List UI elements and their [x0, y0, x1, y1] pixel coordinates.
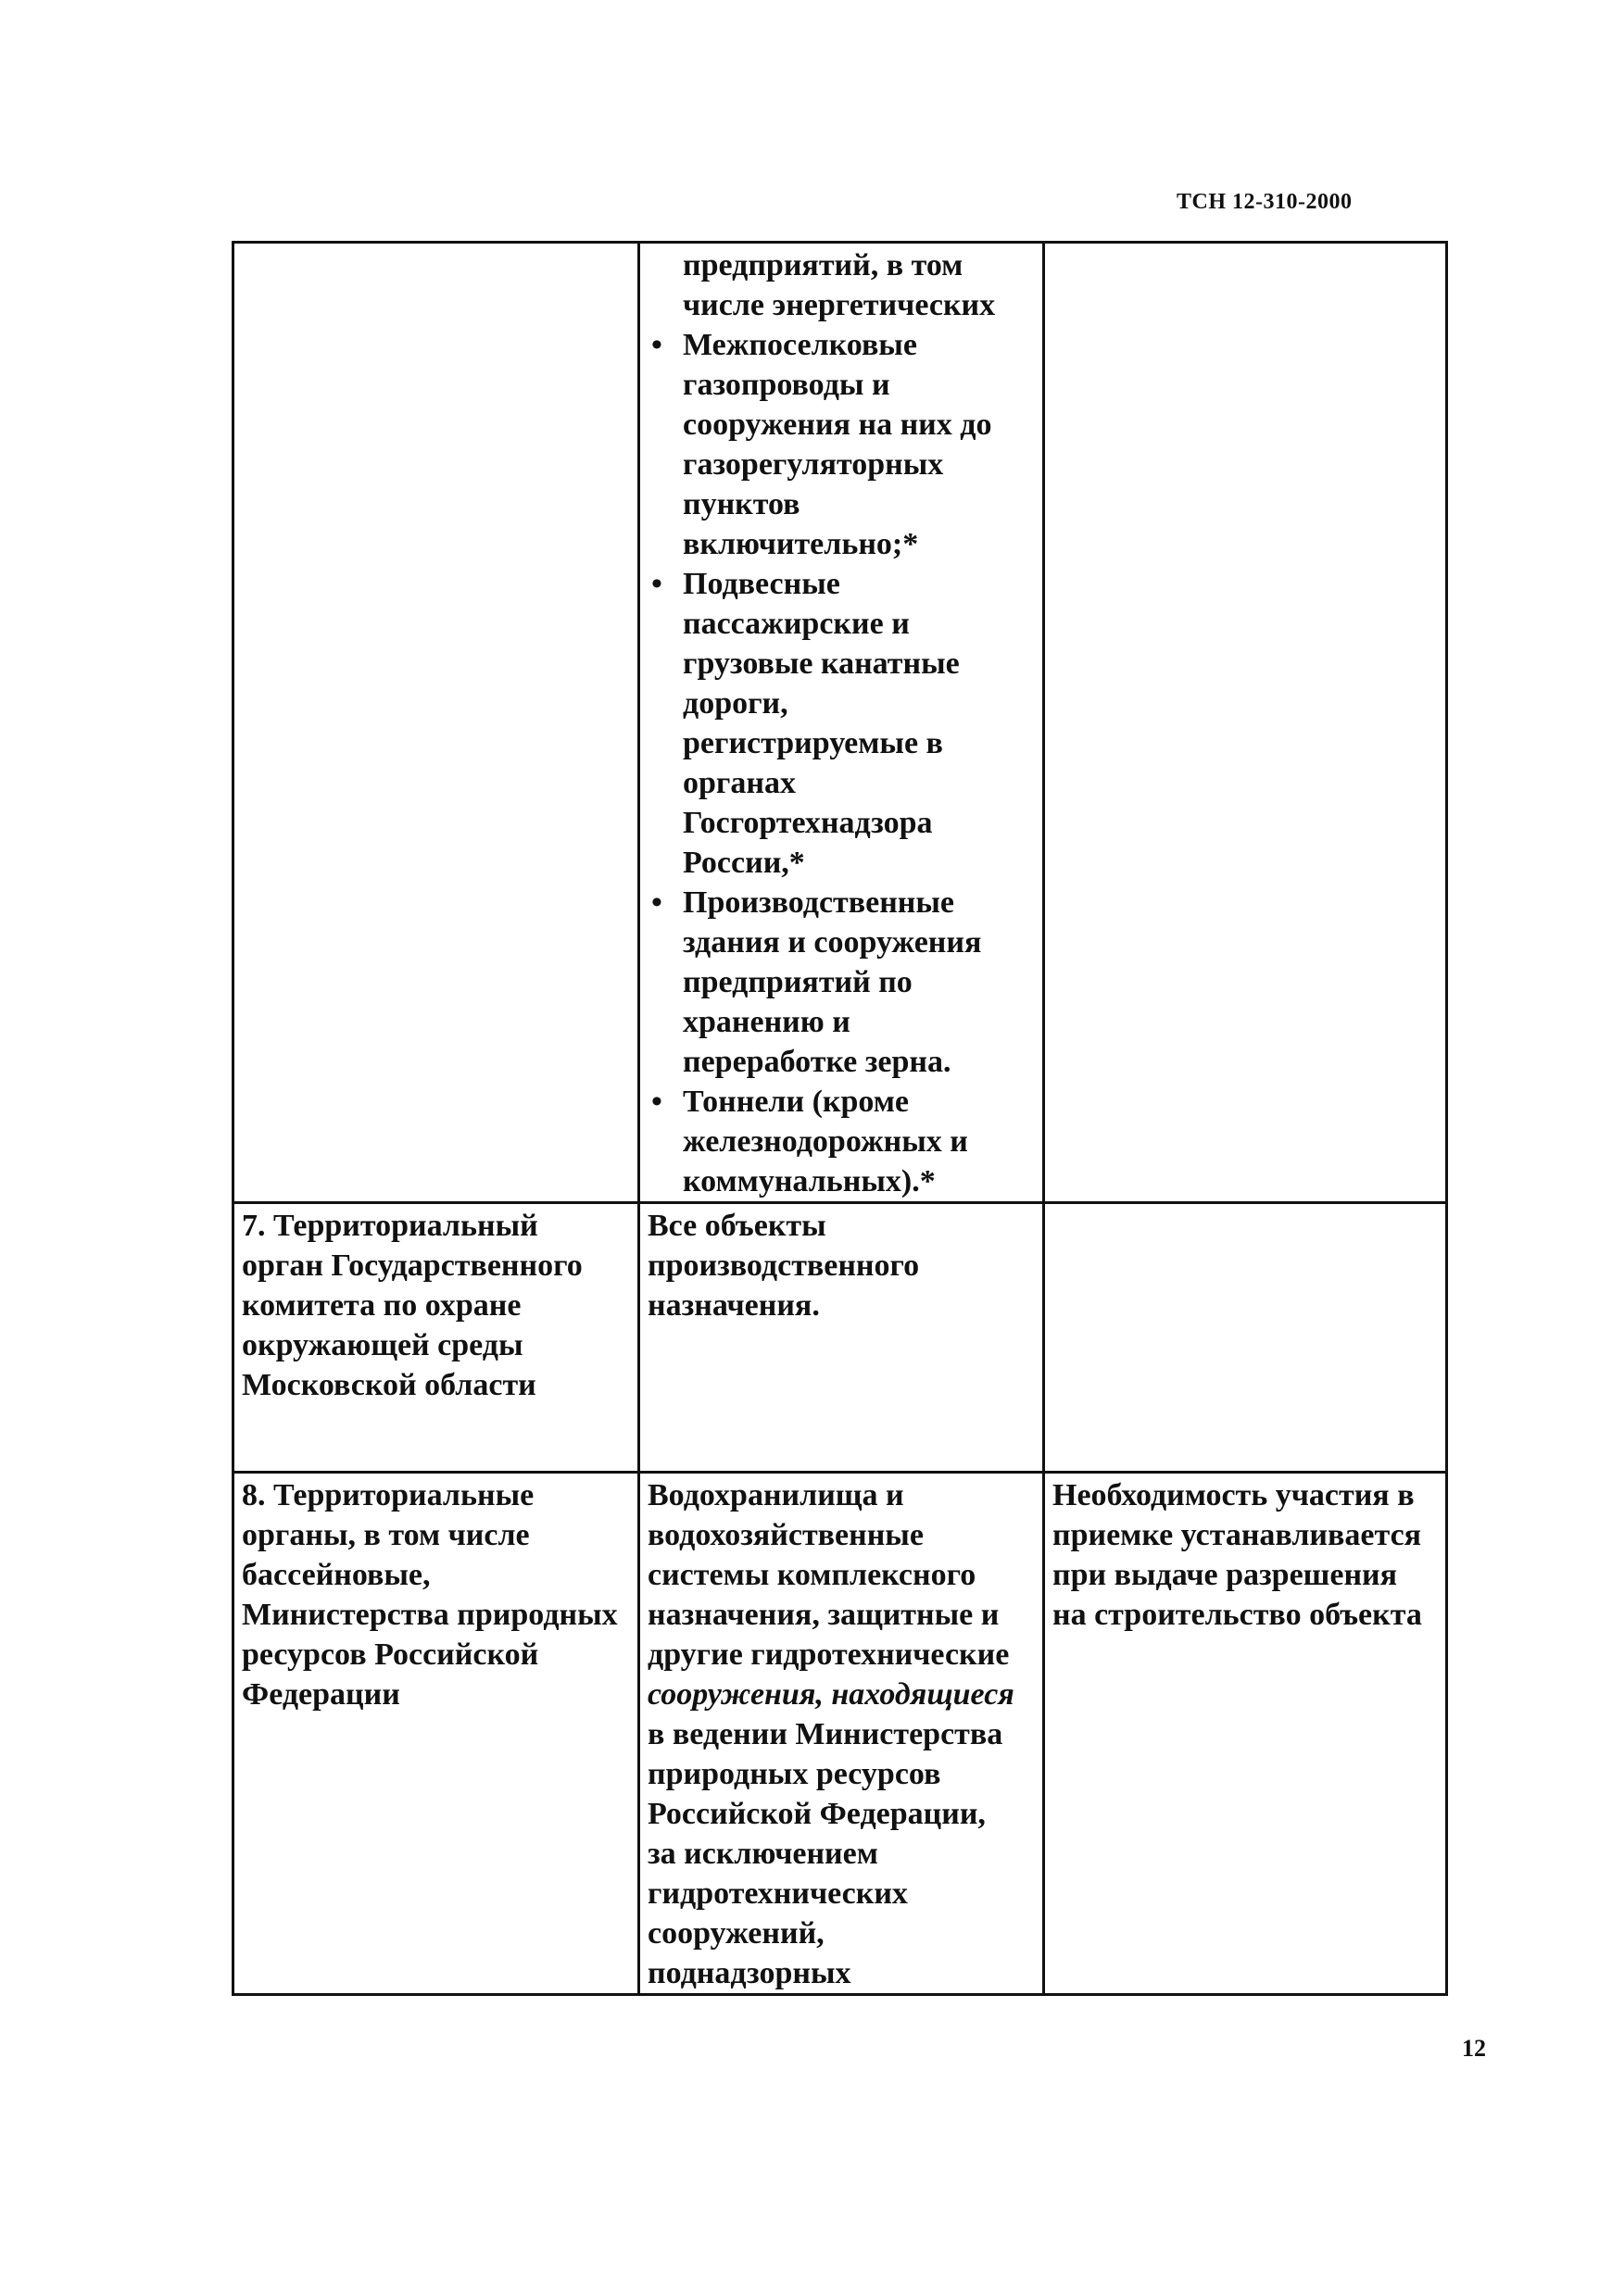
- organization-cell: 8. Территориальные органы, в том числе бассейновые, Министерства природных ресурсов Российской Федерации: [233, 1473, 639, 1995]
- objects-cell: [639, 243, 1044, 1203]
- table-row: [233, 1473, 1447, 1995]
- table-row: [233, 1203, 1447, 1473]
- objects-cell: Все объекты производственного назначения.: [639, 1203, 1044, 1473]
- continuation-text: предприятий, в том числе энергетических: [683, 248, 996, 322]
- objects-cell: Водохранилища и водохозяйственные системы комплексного назначения, защитные и другие гидротехнические сооружения, находящиеся в ведении Министерства природных ресурсов Российской Федерации, за исключением гидротехнических сооружений, поднадзорных: [639, 1473, 1044, 1995]
- table-row: [233, 243, 1447, 1203]
- organization-cell: 7. Территориальный орган Государственного комитета по охране окружающей среды Московской области: [233, 1203, 639, 1473]
- objects-list: [648, 325, 1037, 1201]
- document-code: ТСН 12-310-2000: [1177, 190, 1353, 214]
- approval-table: [232, 241, 1448, 1996]
- list-item: • Тоннели (кроме железнодорожных и коммунальных).*: [648, 1082, 1037, 1201]
- notes-cell: Необходимость участия в приемке устанавливается при выдаче разрешения на строительство объекта: [1044, 1473, 1447, 1995]
- page-number: 12: [1462, 2035, 1486, 2062]
- notes-cell: [1044, 1203, 1447, 1473]
- list-item: • Производственные здания и сооружения предприятий по хранению и переработке зерна.: [648, 883, 1037, 1082]
- list-item: • Подвесные пассажирские и грузовые канатные дороги, регистрируемые в органах Госгортехнадзора России,*: [648, 564, 1037, 883]
- notes-cell: [1044, 243, 1447, 1203]
- list-item: • Межпоселковые газопроводы и сооружения на них до газорегуляторных пунктов включительно;*: [648, 325, 1037, 564]
- organization-cell: [233, 243, 639, 1203]
